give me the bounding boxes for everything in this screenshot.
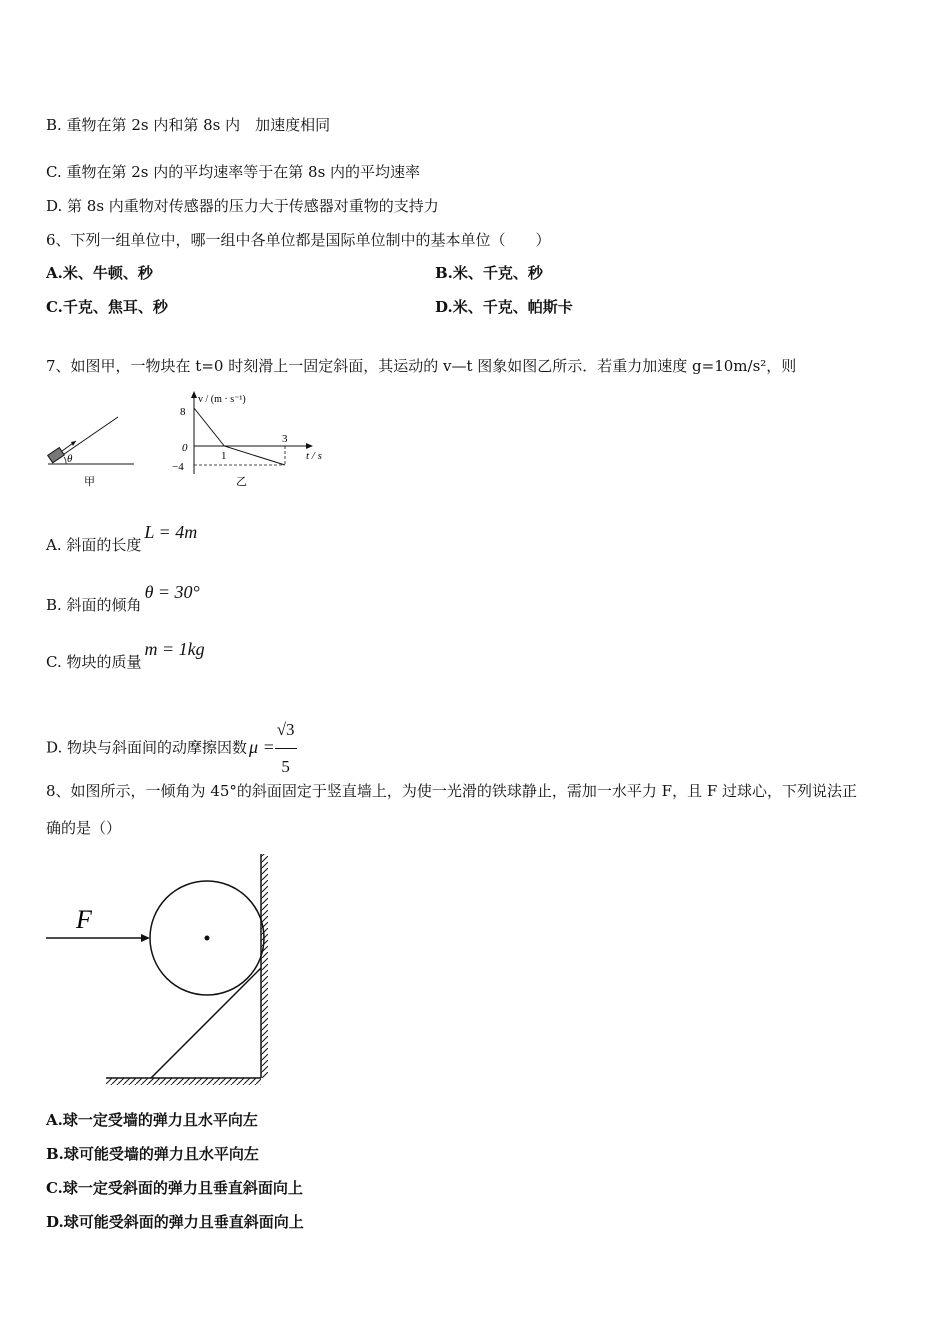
force-arrow-head bbox=[141, 934, 150, 942]
q6-option-c: C.千克、焦耳、秒 bbox=[46, 298, 168, 316]
y-axis-label: v / (m · s⁻¹) bbox=[198, 394, 246, 405]
floor-hatching bbox=[106, 1078, 261, 1085]
q5-option-d: D. 第 8s 内重物对传感器的压力大于传感器对重物的支持力 bbox=[46, 197, 439, 215]
wall-hatching bbox=[261, 854, 268, 1078]
incline-figure-jia bbox=[40, 405, 140, 490]
q5-option-b: B. 重物在第 2s 内和第 8s 内 加速度相同 bbox=[46, 116, 331, 134]
figure-jia-caption: 甲 bbox=[84, 475, 95, 488]
q6-stem: 6、下列一组单位中，哪一组中各单位都是国际单位制中的基本单位（ ） bbox=[46, 231, 551, 249]
x-axis-label: t / s bbox=[306, 450, 322, 462]
fraction-denominator: 5 bbox=[281, 757, 290, 776]
q8-option-c: C.球一定受斜面的弹力且垂直斜面向上 bbox=[46, 1179, 303, 1197]
x-tick-1: 1 bbox=[221, 450, 227, 462]
figure-yi-caption: 乙 bbox=[236, 475, 247, 488]
q8-stem-line2: 确的是（） bbox=[46, 819, 122, 837]
fraction-numerator: √3 bbox=[275, 712, 297, 749]
q7-option-a-text: A. 斜面的长度 bbox=[46, 536, 142, 554]
q7-option-b-formula: θ = 30° bbox=[144, 582, 200, 602]
q7-option-c bbox=[46, 639, 205, 672]
angle-theta-label: θ bbox=[67, 453, 73, 465]
force-f-label: F bbox=[76, 905, 92, 934]
q6-option-a: A.米、牛顿、秒 bbox=[46, 264, 153, 282]
q7-option-d-mu: μ = bbox=[249, 736, 275, 757]
q7-option-c-text: C. 物块的质量 bbox=[46, 653, 142, 671]
vt-graph-yi bbox=[168, 388, 338, 488]
ball-center bbox=[205, 936, 210, 941]
q7-option-b-text: B. 斜面的倾角 bbox=[46, 596, 142, 614]
q7-option-d-fraction bbox=[275, 712, 297, 785]
q8-option-d: D.球可能受斜面的弹力且垂直斜面向上 bbox=[46, 1213, 304, 1231]
q7-option-d-text: D. 物块与斜面间的动摩擦因数 bbox=[46, 738, 248, 757]
q7-option-c-formula: m = 1kg bbox=[144, 639, 205, 659]
q6-option-d: D.米、千克、帕斯卡 bbox=[435, 298, 573, 316]
x-tick-3: 3 bbox=[282, 433, 288, 445]
q6-option-b: B.米、千克、秒 bbox=[435, 264, 543, 282]
q5-option-c: C. 重物在第 2s 内的平均速率等于在第 8s 内的平均速率 bbox=[46, 163, 421, 181]
q7-option-a bbox=[46, 522, 198, 555]
q7-option-d bbox=[46, 712, 297, 785]
y-tick-0: 0 bbox=[182, 442, 188, 454]
q8-option-a: A.球一定受墙的弹力且水平向左 bbox=[46, 1111, 258, 1129]
ball-wall-incline-figure bbox=[40, 850, 280, 1090]
q7-option-a-formula: L = 4m bbox=[144, 522, 198, 542]
q8-option-b: B.球可能受墙的弹力且水平向左 bbox=[46, 1145, 259, 1163]
y-tick-8: 8 bbox=[180, 406, 186, 418]
q7-stem: 7、如图甲，一物块在 t=0 时刻滑上一固定斜面，其运动的 v—t 图象如图乙所示．若重力加速度 g=10m/s²，则 bbox=[46, 357, 797, 375]
y-tick-neg4: −4 bbox=[172, 461, 184, 473]
incline-surface bbox=[151, 968, 261, 1078]
q8-stem-line1: 8、如图所示，一倾角为 45°的斜面固定于竖直墙上，为使一光滑的铁球静止，需加一水平力 F，且 F 过球心，下列说法正 bbox=[46, 782, 858, 800]
velocity-series-line bbox=[194, 408, 285, 465]
q7-option-b bbox=[46, 582, 200, 615]
